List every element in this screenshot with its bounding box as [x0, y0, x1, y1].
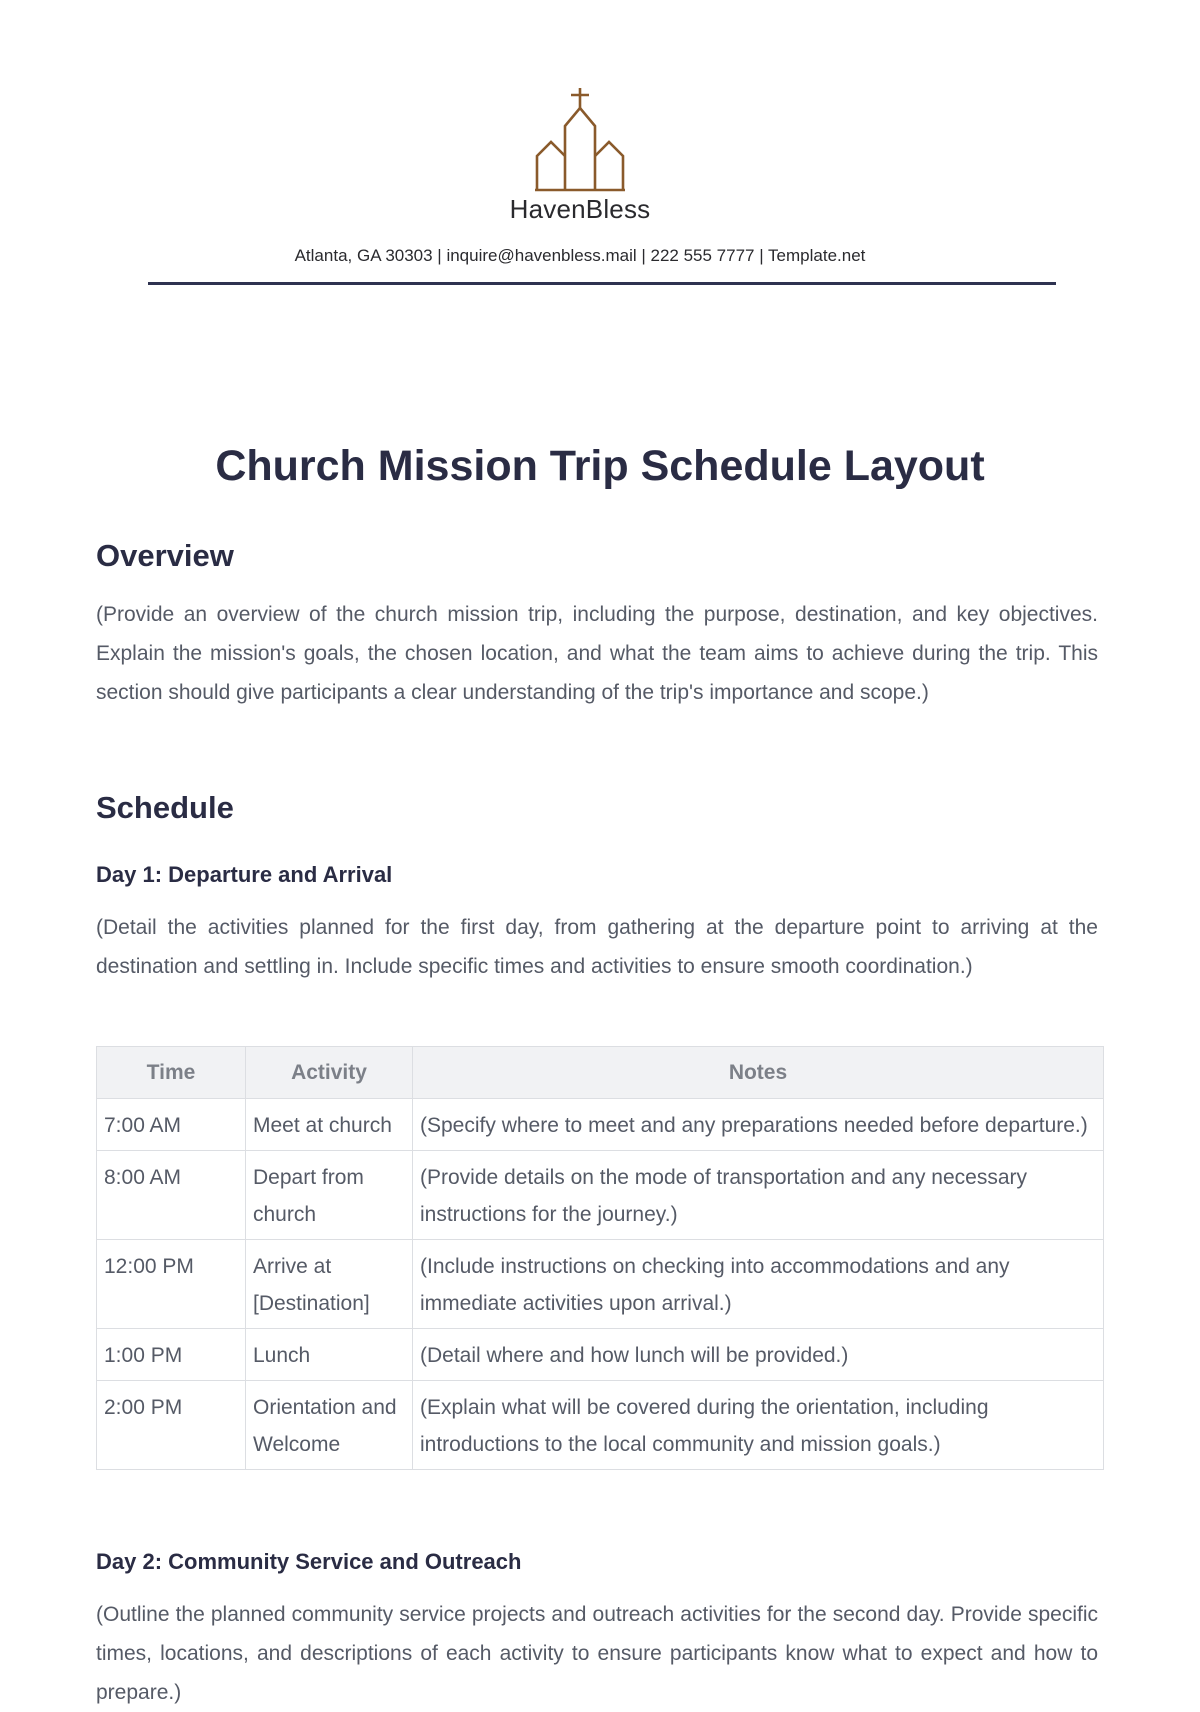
cell-time: 1:00 PM [97, 1329, 246, 1381]
cell-notes: (Specify where to meet and any preparations needed before departure.) [413, 1099, 1104, 1151]
header-divider [148, 282, 1056, 285]
cell-activity: Lunch [246, 1329, 413, 1381]
cell-activity: Arrive at [Destination] [246, 1240, 413, 1329]
day2-heading: Day 2: Community Service and Outreach [96, 1549, 522, 1574]
table-row [97, 1240, 1104, 1329]
table-row [97, 1329, 1104, 1381]
cell-activity: Meet at church [246, 1099, 413, 1151]
table-row [97, 1099, 1104, 1151]
cell-time: 7:00 AM [97, 1099, 246, 1151]
header-activity: Activity [246, 1047, 413, 1099]
logo [0, 86, 1160, 194]
cell-notes: (Include instructions on checking into accommodations and any immediate activities upon arrival.) [413, 1240, 1104, 1329]
day2-text: (Outline the planned community service projects and outreach activities for the second day. Provide specific times, locations, and descriptions of each activity to ensure participants know what to expect and how to prepare.) [96, 1603, 1098, 1704]
company-name: HavenBless [509, 194, 651, 224]
header-notes: Notes [413, 1047, 1104, 1099]
cell-notes: (Provide details on the mode of transportation and any necessary instructions for the journey.) [413, 1151, 1104, 1240]
cell-time: 8:00 AM [97, 1151, 246, 1240]
overview-heading: Overview [96, 538, 234, 573]
church-icon [525, 86, 635, 194]
cell-time: 2:00 PM [97, 1381, 246, 1470]
table-row [97, 1151, 1104, 1240]
overview-text: (Provide an overview of the church mission trip, including the purpose, destination, and key objectives. Explain the mission's goals, the chosen location, and what the team aims to achieve during the trip. This section should give participants a clear understanding of the trip's importance and scope.) [96, 603, 1098, 704]
day1-schedule-table [96, 1046, 1104, 1470]
page-title: Church Mission Trip Schedule Layout [215, 442, 985, 490]
cell-time: 12:00 PM [97, 1240, 246, 1329]
contact-line: Atlanta, GA 30303 | inquire@havenbless.mail | 222 555 7777 | Template.net [294, 246, 866, 265]
table-header-row [97, 1047, 1104, 1099]
cell-activity: Orientation and Welcome [246, 1381, 413, 1470]
cell-notes: (Explain what will be covered during the orientation, including introductions to the local community and mission goals.) [413, 1381, 1104, 1470]
day1-heading: Day 1: Departure and Arrival [96, 862, 393, 887]
table-row [97, 1381, 1104, 1470]
header-time: Time [97, 1047, 246, 1099]
cell-notes: (Detail where and how lunch will be provided.) [413, 1329, 1104, 1381]
cell-activity: Depart from church [246, 1151, 413, 1240]
schedule-heading: Schedule [96, 790, 234, 825]
day1-text: (Detail the activities planned for the first day, from gathering at the departure point to arriving at the destination and settling in. Include specific times and activities to ensure smooth coordination.) [96, 916, 1098, 978]
